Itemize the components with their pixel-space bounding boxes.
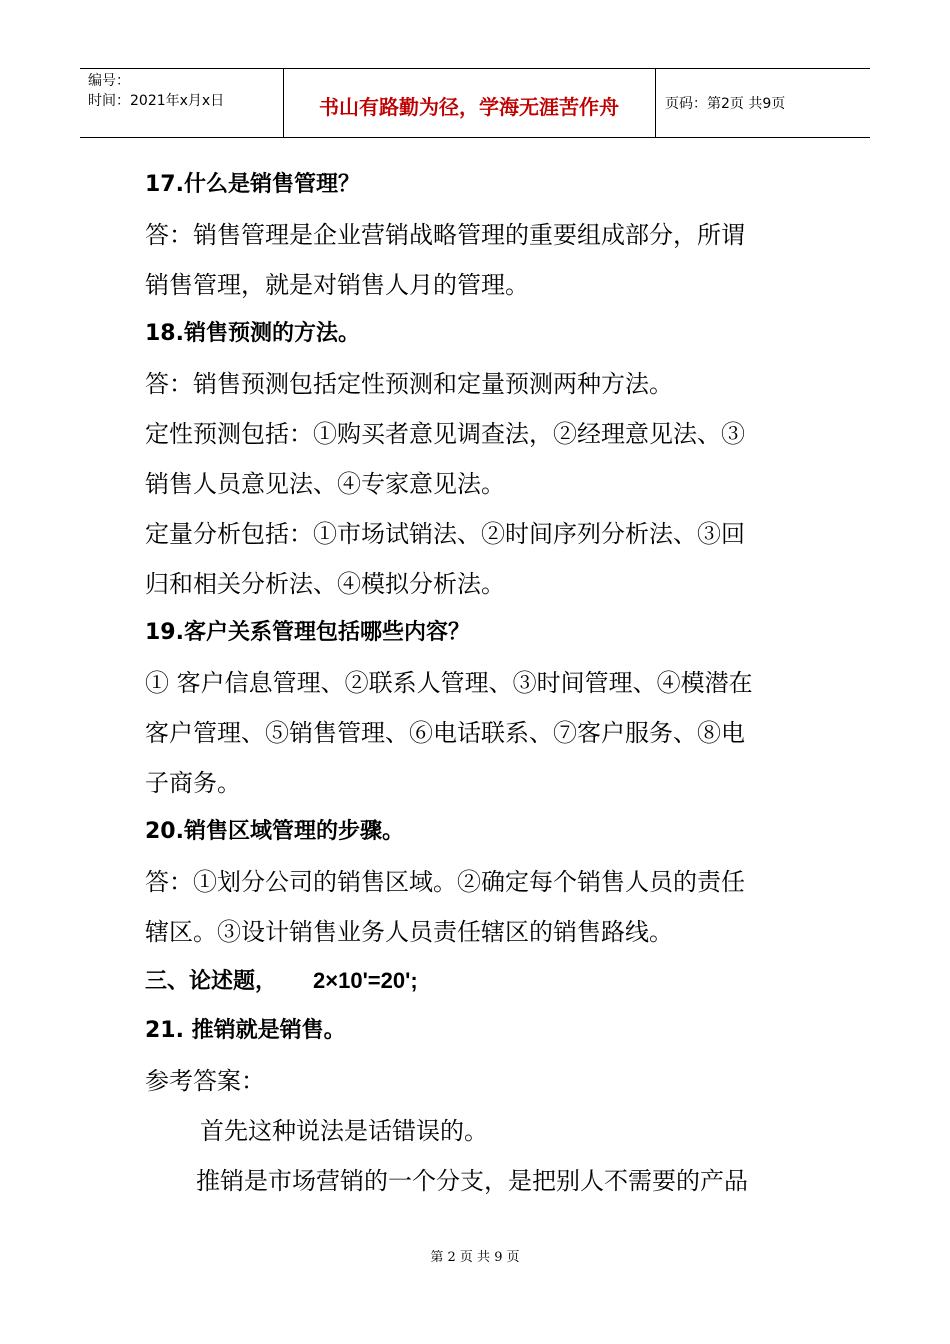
section-score: 2×10'=20';: [313, 968, 418, 993]
answer-line: 客户管理、⑤销售管理、⑥电话联系、⑦客户服务、⑧电: [145, 719, 745, 747]
answer-line: ① 客户信息管理、②联系人管理、③时间管理、④模潜在: [145, 669, 753, 697]
answer-line: 归和相关分析法、④模拟分析法。: [145, 570, 505, 598]
answer-line: 答：①划分公司的销售区域。②确定每个销售人员的责任: [145, 868, 745, 896]
answer-line: 辖区。③设计销售业务人员责任辖区的销售路线。: [145, 918, 673, 946]
answer-line: 销售管理，就是对销售人月的管理。: [145, 271, 529, 299]
answer-line: 子商务。: [145, 769, 241, 797]
answer-line: 定性预测包括：①购买者意见调查法，②经理意见法、③: [145, 420, 745, 448]
answer-line: 销售人员意见法、④专家意见法。: [145, 470, 505, 498]
reference-answer-label: 参考答案：: [145, 1067, 265, 1095]
header-divider: [655, 69, 656, 137]
question-21: 21. 推销就是销售。: [145, 1018, 346, 1043]
answer-line: 答：销售预测包括定性预测和定量预测两种方法。: [145, 370, 673, 398]
answer-line: 答：销售管理是企业营销战略管理的重要组成部分，所谓: [145, 221, 745, 249]
header-meta: [88, 71, 224, 111]
section-heading: [145, 966, 418, 997]
answer-line: 定量分析包括：①市场试销法、②时间序列分析法、③回: [145, 520, 745, 548]
header-page-info: 页码：第2页 共9页: [665, 96, 786, 112]
question-18: 18.销售预测的方法。: [145, 321, 360, 346]
time-label: 时间：2021年x月x日: [88, 93, 225, 109]
answer-line: 推销是市场营销的一个分支，是把别人不需要的产品: [196, 1167, 748, 1195]
question-19: 19.客户关系管理包括哪些内容？: [145, 620, 470, 645]
number-label: 编号：: [88, 73, 130, 89]
section-title: 三、论述题，: [145, 969, 278, 994]
question-17: 17.什么是销售管理？: [145, 172, 360, 197]
page-header: [80, 68, 870, 138]
page-footer: 第 2 页 共 9 页: [430, 1250, 520, 1265]
answer-line: 首先这种说法是话错误的。: [200, 1117, 488, 1145]
question-20: 20.销售区域管理的步骤。: [145, 819, 404, 844]
header-motto: 书山有路勤为径，学海无涯苦作舟: [319, 95, 619, 119]
